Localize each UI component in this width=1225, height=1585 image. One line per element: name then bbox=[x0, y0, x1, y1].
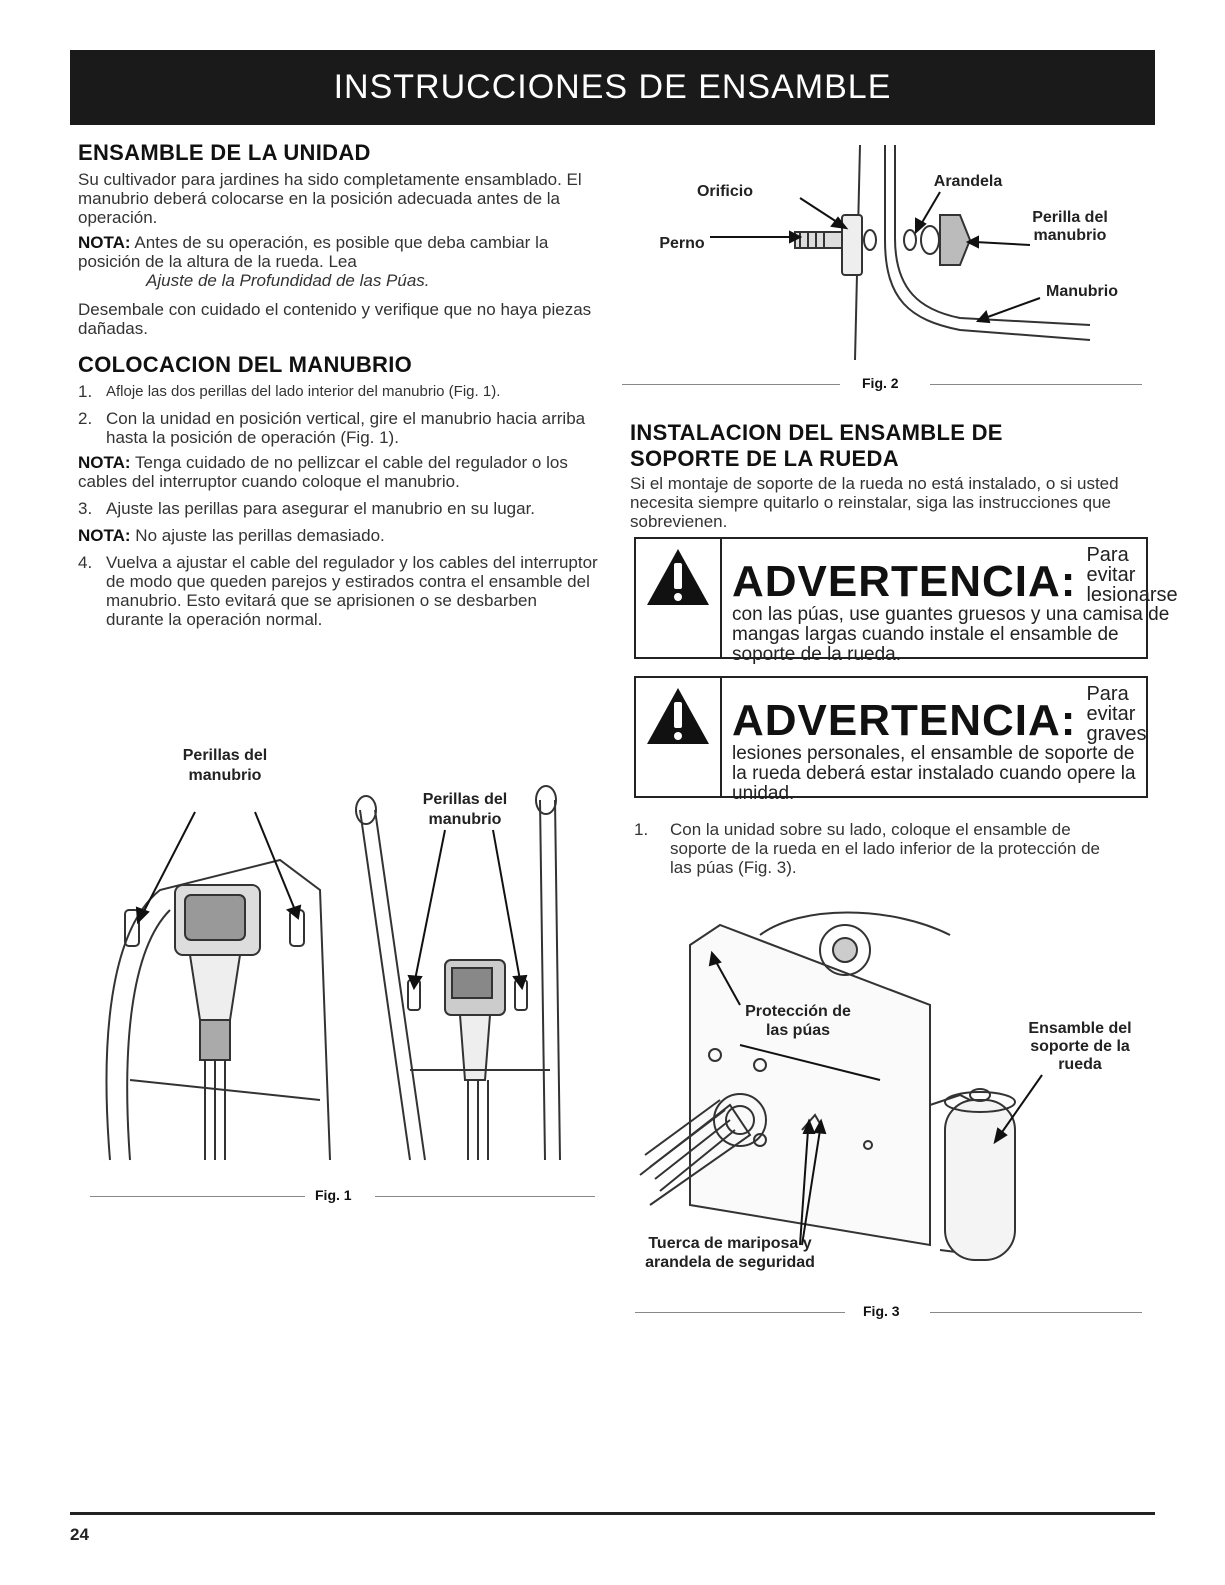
note-text: Antes de su operación, es posible que deba cambiar la posición de la altura de la rueda. Lea bbox=[78, 233, 549, 271]
warning-box-2 bbox=[634, 676, 1148, 804]
warning-triangle-icon bbox=[636, 539, 722, 657]
note-text: No ajuste las perillas demasiado. bbox=[135, 526, 385, 545]
fig2-label-orificio: Orificio bbox=[696, 183, 754, 200]
warning-triangle-icon bbox=[636, 678, 722, 796]
fig3-rule-left bbox=[635, 1312, 845, 1313]
section-heading-soporte-line2: SOPORTE DE LA RUEDA bbox=[630, 446, 899, 471]
fig2-label-perilla-line1: Perilla del bbox=[1032, 209, 1108, 226]
figure-3-wheel-support bbox=[630, 905, 1150, 1290]
warning-lead-line2: graves bbox=[1086, 723, 1147, 745]
section-heading-ensamble: ENSAMBLE DE LA UNIDAD bbox=[78, 140, 371, 165]
note-3 bbox=[78, 526, 598, 545]
note-label: NOTA: bbox=[78, 526, 131, 545]
warning-lead-line1: Para evitar bbox=[1086, 544, 1136, 586]
fig2-label-manubrio: Manubrio bbox=[1046, 283, 1118, 300]
note-label: NOTA: bbox=[78, 233, 131, 252]
note-text: Tenga cuidado de no pellizcar el cable del regulador o los cables del interruptor cuando coloque el manubrio. bbox=[78, 453, 568, 491]
fig3-label-tuerca-line1: Tuerca de mariposa y bbox=[648, 1235, 812, 1252]
warning-lead-line2: lesionarse bbox=[1086, 584, 1178, 606]
fig3-label-proteccion-line1: Protección de bbox=[745, 1003, 851, 1020]
fig3-label-proteccion-line2: las púas bbox=[765, 1022, 831, 1039]
section-heading-soporte-line1: INSTALACION DEL ENSAMBLE DE bbox=[630, 420, 1003, 445]
fig3-caption: Fig. 3 bbox=[863, 1303, 900, 1319]
fig1-caption: Fig. 1 bbox=[315, 1187, 352, 1203]
note-reference: Ajuste de la Profundidad de las Púas. bbox=[146, 271, 430, 290]
fig1-label-right-line1: Perillas del bbox=[422, 791, 508, 808]
section-heading-manubrio: COLOCACION DEL MANUBRIO bbox=[78, 352, 413, 377]
footer-rule bbox=[70, 1512, 1155, 1515]
warning-box-1 bbox=[634, 537, 1178, 665]
fig2-label-perno: Perno bbox=[659, 235, 705, 252]
fig3-label-ensamble-line1: Ensamble del bbox=[1028, 1020, 1132, 1037]
figure-1-handle-knobs bbox=[90, 740, 590, 1170]
fig1-rule-right bbox=[375, 1196, 595, 1197]
fig2-caption: Fig. 2 bbox=[862, 375, 899, 391]
fig2-rule-right bbox=[930, 384, 1142, 385]
fig2-rule-left bbox=[622, 384, 840, 385]
step-item: 4. Vuelva a ajustar el cable del regulador y los cables del interruptor de modo que queden parejos y estirados contra el ensamble del manubrio. Esto evitará que se aprisionen o se desbarben durante la operación normal. bbox=[78, 553, 598, 629]
note-2 bbox=[78, 453, 598, 491]
fig1-label-left-line2: manubrio bbox=[188, 767, 262, 784]
warning-title: ADVERTENCIA: bbox=[732, 696, 1077, 745]
fig1-label-left-line1: Perillas del bbox=[182, 747, 268, 764]
fig3-label-ensamble-line2: soporte de la bbox=[1030, 1038, 1130, 1055]
soporte-paragraph: Si el montaje de soporte de la rueda no está instalado, o si usted necesita siempre quitarlo o reinstalar, siga las instrucciones que sobrevienen. bbox=[630, 474, 1119, 531]
fig1-rule-left bbox=[90, 1196, 305, 1197]
page-title: INSTRUCCIONES DE ENSAMBLE bbox=[333, 68, 892, 106]
note-label: NOTA: bbox=[78, 453, 131, 472]
header-banner bbox=[70, 50, 1155, 125]
left-column bbox=[78, 140, 598, 629]
warning-lead-line1: Para evitar bbox=[1086, 683, 1136, 725]
note-1 bbox=[78, 233, 598, 290]
right-column bbox=[630, 420, 1150, 531]
unpack-paragraph: Desembale con cuidado el contenido y verifique que no haya piezas dañadas. bbox=[78, 300, 592, 338]
page-number: 24 bbox=[70, 1525, 89, 1544]
step-item: 1. Afloje las dos perillas del lado interior del manubrio (Fig. 1). bbox=[78, 382, 501, 401]
warning-text: con las púas, use guantes gruesos y una camisa de mangas largas cuando instale el ensamble de soporte de la rueda. bbox=[732, 604, 1170, 665]
figure-2-handle-knob-detail bbox=[630, 140, 1150, 365]
warning-title: ADVERTENCIA: bbox=[732, 557, 1077, 606]
fig2-label-arandela: Arandela bbox=[933, 173, 1003, 190]
fig2-label-perilla-line2: manubrio bbox=[1033, 227, 1107, 244]
warning-text: lesiones personales, el ensamble de soporte de la rueda deberá estar instalado cuando opere la unidad. bbox=[732, 743, 1136, 804]
step-item: 3. Ajuste las perillas para asegurar el manubrio en su lugar. bbox=[78, 499, 536, 518]
fig3-label-tuerca-line2: arandela de seguridad bbox=[645, 1254, 815, 1271]
fig3-label-ensamble-line3: rueda bbox=[1058, 1056, 1102, 1073]
intro-paragraph: Su cultivador para jardines ha sido completamente ensamblado. El manubrio deberá colocarse en la posición adecuada antes de la operación. bbox=[78, 170, 582, 227]
fig3-rule-right bbox=[930, 1312, 1142, 1313]
step-item: 1. Con la unidad sobre su lado, coloque el ensamble de soporte de la rueda en el lado inferior de la protección de las púas (Fig. 3). bbox=[634, 820, 1101, 877]
step-item: 2. Con la unidad en posición vertical, gire el manubrio hacia arriba hasta la posición de operación (Fig. 1). bbox=[78, 409, 586, 447]
fig1-label-right-line2: manubrio bbox=[428, 811, 502, 828]
